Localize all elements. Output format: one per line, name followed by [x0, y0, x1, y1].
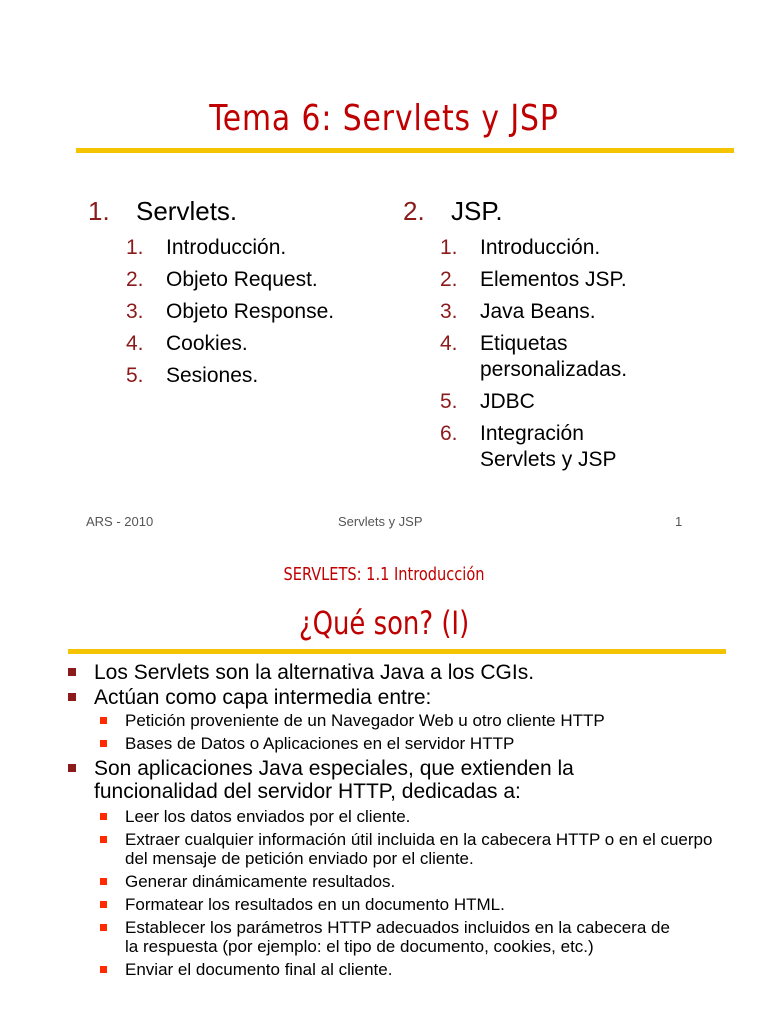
bullet-square-icon	[100, 966, 107, 973]
section-label: SERVLETS: 1.1 Introducción	[283, 564, 485, 585]
list-item: 5. Sesiones.	[126, 364, 259, 387]
bullet-item: Actúan como capa intermedia entre:	[68, 686, 748, 709]
slide2-title: ¿Qué son? (I)	[298, 604, 470, 642]
sub-bullet-item: Extraer cualquier información útil incluida en la cabecera HTTP o en el cuerpo del mensaje de petición enviado por el cliente.	[100, 830, 748, 868]
list-item: 4. Cookies.	[126, 332, 248, 355]
list-item: 3. Java Beans.	[440, 300, 596, 323]
bullet-square-icon	[100, 717, 107, 724]
sub-bullet-item: Enviar el documento final al cliente.	[100, 960, 748, 979]
bullet-square-icon	[100, 924, 107, 931]
list-item: 4. Etiquetas personalizadas.	[440, 332, 628, 381]
bullet-list	[68, 661, 748, 983]
sub-bullet-item: Formatear los resultados en un documento HTML.	[100, 895, 748, 914]
list-item: 3. Objeto Response.	[126, 300, 335, 323]
sub-bullet-item: Bases de Datos o Aplicaciones en el servidor HTTP	[100, 734, 748, 753]
servlets-column	[88, 196, 334, 395]
list-item: 2. Elementos JSP.	[440, 268, 627, 291]
list-item: 6. Integración Servlets y JSP	[440, 422, 617, 471]
page-number: 1	[675, 514, 683, 529]
jsp-column	[403, 196, 660, 479]
sub-bullet-item: Generar dinámicamente resultados.	[100, 872, 748, 891]
footer-left: ARS - 2010	[86, 514, 154, 529]
sub-bullet-item: Leer los datos enviados por el cliente.	[100, 807, 748, 826]
bullet-item: Son aplicaciones Java especiales, que extienden la funcionalidad del servidor HTTP, dedicadas a:	[68, 757, 748, 803]
list-item: 1. Introducción.	[440, 236, 601, 259]
bullet-square-icon	[100, 813, 107, 820]
sub-bullet-item: Establecer los parámetros HTTP adecuados incluidos en la cabecera de la respuesta (por ejemplo: el tipo de documento, cookies, etc.)	[100, 918, 748, 956]
title-underline	[76, 148, 734, 153]
list-item: 5. JDBC	[440, 390, 535, 413]
list-item: 2. Objeto Request.	[126, 268, 318, 291]
bullet-square-icon	[100, 740, 107, 747]
footer-center: Servlets y JSP	[338, 514, 423, 529]
servlets-heading: 1. Servlets.	[88, 196, 238, 226]
title2-underline	[68, 649, 726, 654]
bullet-square-icon	[100, 901, 107, 908]
sub-bullet-item: Petición proveniente de un Navegador Web u otro cliente HTTP	[100, 711, 748, 730]
bullet-square-icon	[100, 878, 107, 885]
bullet-square-icon	[68, 693, 76, 701]
bullet-item: Los Servlets son la alternativa Java a los CGIs.	[68, 661, 748, 684]
jsp-heading: 2. JSP.	[403, 196, 503, 226]
list-item: 1. Introducción.	[126, 236, 287, 259]
bullet-square-icon	[100, 836, 107, 843]
bullet-square-icon	[68, 668, 76, 676]
bullet-square-icon	[68, 764, 76, 772]
slide-title: Tema 6: Servlets y JSP	[209, 98, 559, 139]
